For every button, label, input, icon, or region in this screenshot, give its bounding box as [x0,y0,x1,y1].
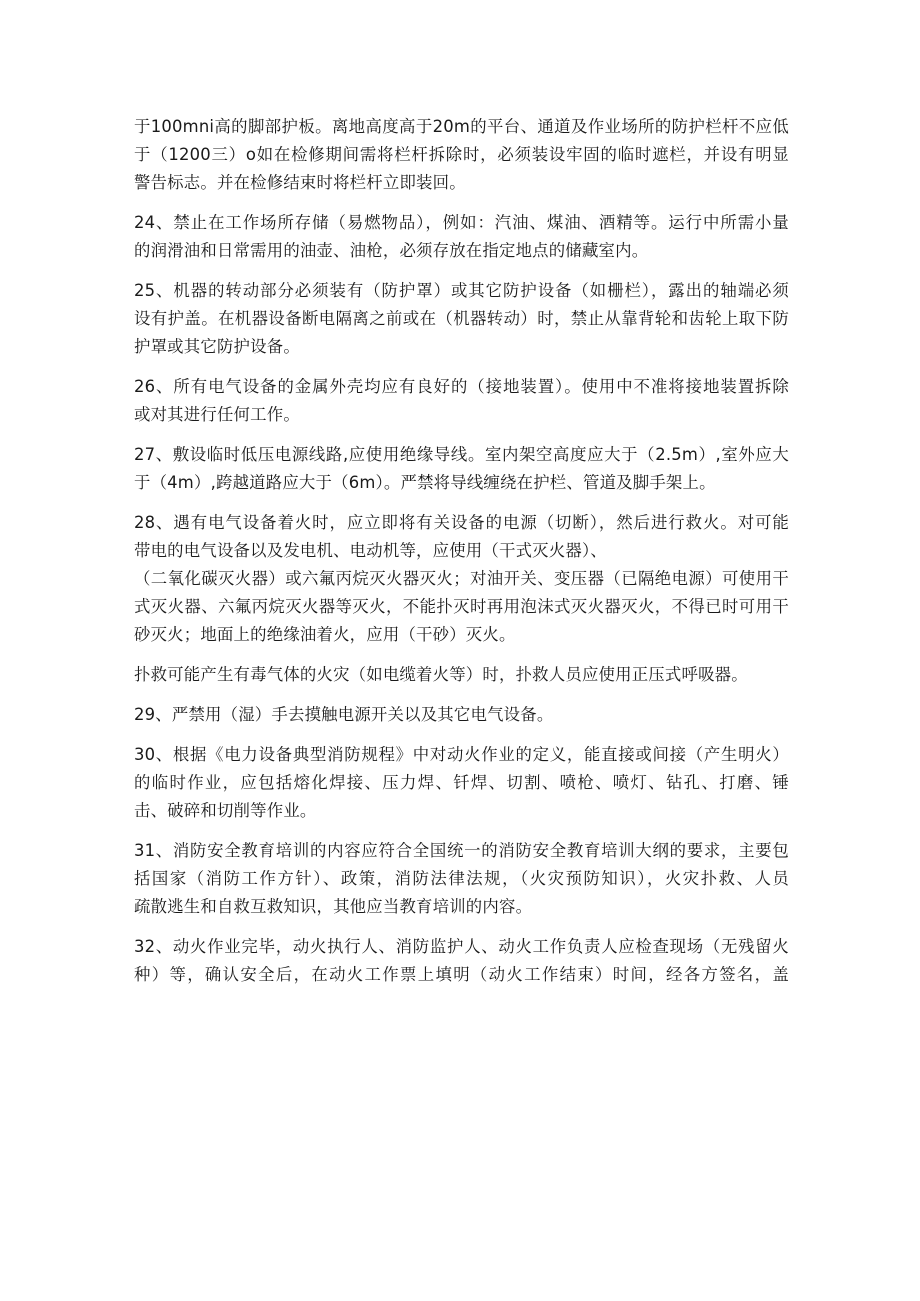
paragraph-toxic-gas [134,661,789,689]
text-line: 砂灭火；地面上的绝缘油着火，应用（干砂）灭火。 [134,625,516,644]
text-line: 于（4m）,跨越道路应大于（6m）。严禁将导线缠绕在护栏、管道及脚手架上。 [134,473,716,492]
text-line: 的润滑油和日常需用的油壶、油枪，必须存放在指定地点的储藏室内。 [134,241,649,260]
text-line: 24、禁止在工作场所存储（易燃物品），例如：汽油、煤油、酒精等。运行中所需小量 [134,213,789,232]
text-line: 疏散逃生和自救互救知识，其他应当教育培训的内容。 [134,897,533,916]
text-line: （二氧化碳灭火器）或六氟丙烷灭火器灭火；对油开关、变压器（已隔绝电源）可使用干 [134,569,789,588]
paragraph-31 [134,837,789,921]
text-line: 的临时作业，应包括熔化焊接、压力焊、钎焊、切割、喷枪、喷灯、钻孔、打磨、锤 [134,773,789,792]
text-line: 护罩或其它防护设备。 [134,337,300,356]
text-line: 29、严禁用（湿）手去摸触电源开关以及其它电气设备。 [134,705,554,724]
document-body [134,113,789,1001]
paragraph-25 [134,277,789,361]
text-line: 32、动火作业完毕，动火执行人、消防监护人、动火工作负责人应检查现场（无残留火 [134,937,789,956]
text-line: 28、遇有电气设备着火时，应立即将有关设备的电源（切断），然后进行救火。对可能 [134,513,789,532]
text-line: 27、敷设临时低压电源线路,应使用绝缘导线。室内架空高度应大于（2.5m）,室外应大 [134,445,789,464]
paragraph-guardrail [134,113,789,197]
text-line: 警告标志。并在检修结束时将栏杆立即装回。 [134,173,466,192]
paragraph-24 [134,209,789,265]
paragraph-28 [134,509,789,649]
paragraph-27 [134,441,789,497]
text-line: 种）等，确认安全后，在动火工作票上填明（动火工作结束）时间，经各方签名，盖 [134,965,789,984]
text-line: 26、所有电气设备的金属外壳均应有良好的（接地装置）。使用中不准将接地装置拆除 [134,377,789,396]
text-line: 于100mni高的脚部护板。离地高度高于20m的平台、通道及作业场所的防护栏杆不应低 [134,117,789,136]
text-line: 式灭火器、六氟丙烷灭火器等灭火，不能扑灭时再用泡沫式灭火器灭火，不得已时可用干 [134,597,789,616]
text-line: 击、破碎和切削等作业。 [134,801,317,820]
text-line: 于（1200三）o如在检修期间需将栏杆拆除时，必须装设牢固的临时遮栏，并设有明显 [134,145,789,164]
text-line: 25、机器的转动部分必须装有（防护罩）或其它防护设备（如栅栏），露出的轴端必须 [134,281,789,300]
paragraph-32 [134,933,789,989]
text-line: 或对其进行任何工作。 [134,405,300,424]
paragraph-26 [134,373,789,429]
text-line: 30、根据《电力设备典型消防规程》中对动火作业的定义，能直接或间接（产生明火） [134,745,789,764]
text-line: 扑救可能产生有毒气体的火灾（如电缆着火等）时，扑救人员应使用正压式呼吸器。 [134,665,748,684]
text-line: 31、消防安全教育培训的内容应符合全国统一的消防安全教育培训大纲的要求，主要包 [134,841,789,860]
text-line: 带电的电气设备以及发电机、电动机等，应使用（干式灭火器）、 [134,541,607,560]
text-line: 括国家（消防工作方针）、政策，消防法律法规，（火灾预防知识），火灾扑救、人员 [134,869,789,888]
text-line: 设有护盖。在机器设备断电隔离之前或在（机器转动）时，禁止从靠背轮和齿轮上取下防 [134,309,789,328]
paragraph-30 [134,741,789,825]
paragraph-29 [134,701,789,729]
